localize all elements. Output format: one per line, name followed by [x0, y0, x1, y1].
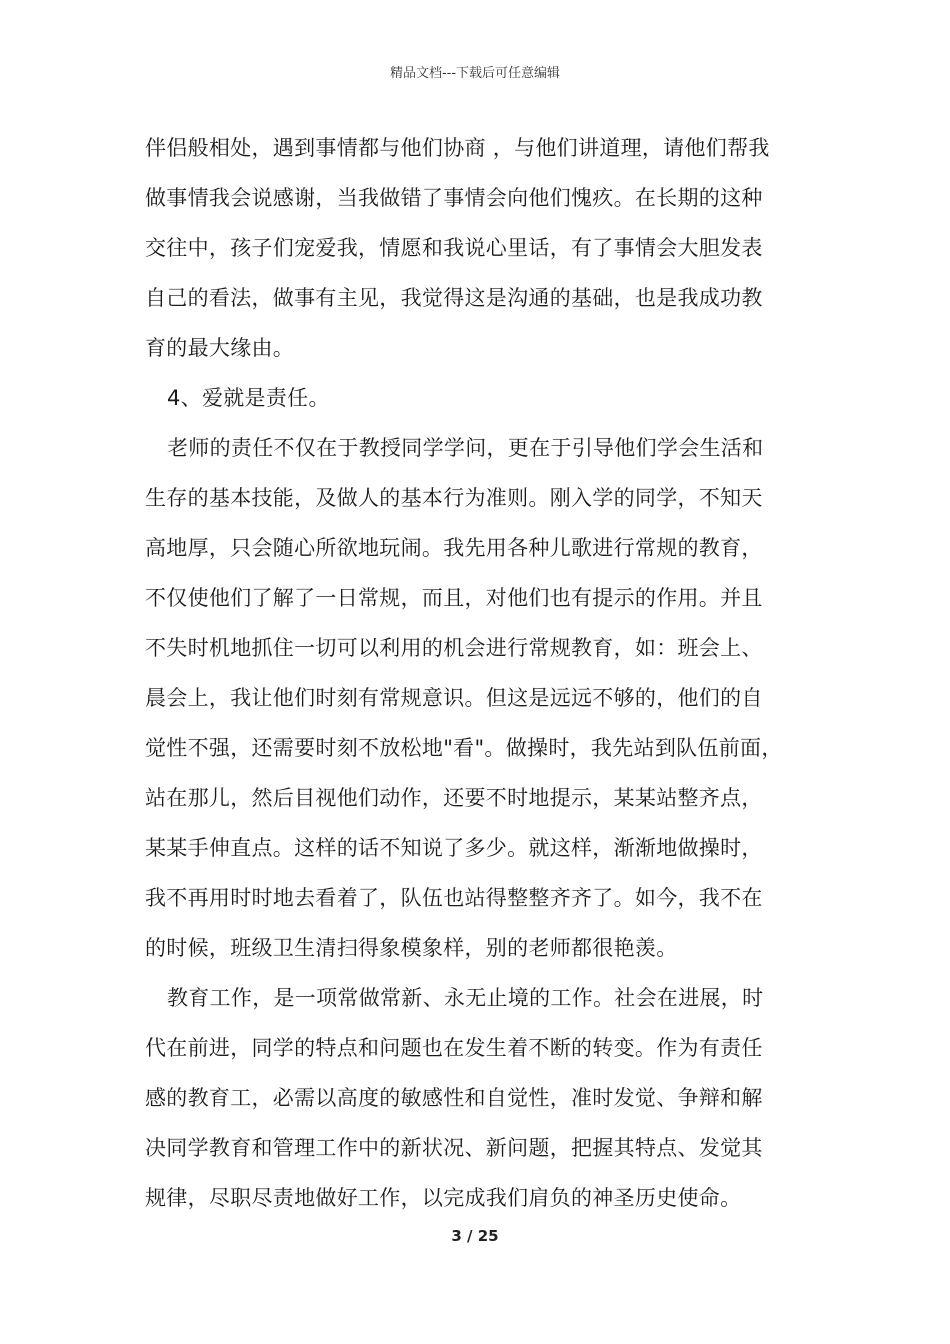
- text-line: 老师的责任不仅在于教授同学学问，更在于引导他们学会生活和: [167, 436, 764, 460]
- text-line: 交往中，孩子们宠爱我，情愿和我说心里话，有了事情会大胆发表: [145, 236, 763, 260]
- text-line: 生存的基本技能，及做人的基本行为准则。刚入学的同学，不知天: [145, 486, 763, 510]
- section-heading: 4、爱就是责任。: [167, 386, 330, 410]
- page-separator: /: [461, 1227, 478, 1245]
- text-line: 我不再用时时地去看着了，队伍也站得整整齐齐了。如今，我不在: [145, 886, 763, 910]
- text-line: 规律，尽职尽责地做好工作，以完成我们肩负的神圣历史使命。: [145, 1186, 742, 1210]
- text-line: 站在那儿，然后目视他们动作，还要不时地提示，某某站整齐点，: [145, 786, 763, 810]
- document-body: [145, 123, 825, 1223]
- text-line: 代在前进，同学的特点和问题也在发生着不断的转变。作为有责任: [145, 1036, 763, 1060]
- text-line: 的时候，班级卫生清扫得象模象样，别的老师都很艳羡。: [145, 936, 678, 960]
- text-line: 不失时机地抓住一切可以利用的机会进行常规教育，如：班会上、: [145, 636, 763, 660]
- page-number: [0, 1226, 950, 1246]
- text-line: 感的教育工，必需以高度的敏感性和自觉性，准时发觉、争辩和解: [145, 1086, 763, 1110]
- text-line: 自己的看法，做事有主见，我觉得这是沟通的基础，也是我成功教: [145, 286, 763, 310]
- current-page: 3: [451, 1227, 462, 1245]
- page-header: 精品文档---下载后可任意编辑: [389, 66, 561, 81]
- text-line: 觉性不强，还需要时刻不放松地"看"。做操时，我先站到队伍前面，: [145, 736, 783, 760]
- text-line: 某某手伸直点。这样的话不知说了多少。就这样，渐渐地做操时，: [145, 836, 763, 860]
- text-line: 不仅使他们了解了一日常规，而且，对他们也有提示的作用。并且: [145, 586, 763, 610]
- text-line: 伴侣般相处，遇到事情都与他们协商 ，与他们讲道理，请他们帮我: [145, 136, 770, 160]
- text-line: 教育工作，是一项常做常新、永无止境的工作。社会在进展，时: [167, 986, 764, 1010]
- text-line: 育的最大缘由。: [145, 336, 295, 360]
- text-line: 决同学教育和管理工作中的新状况、新问题，把握其特点、发觉其: [145, 1136, 763, 1160]
- total-pages: 25: [477, 1227, 499, 1245]
- text-line: 做事情我会说感谢，当我做错了事情会向他们愧疚。在长期的这种: [145, 186, 763, 210]
- text-line: 高地厚，只会随心所欲地玩闹。我先用各种儿歌进行常规的教育，: [145, 536, 763, 560]
- text-line: 晨会上，我让他们时刻有常规意识。但这是远远不够的，他们的自: [145, 686, 763, 710]
